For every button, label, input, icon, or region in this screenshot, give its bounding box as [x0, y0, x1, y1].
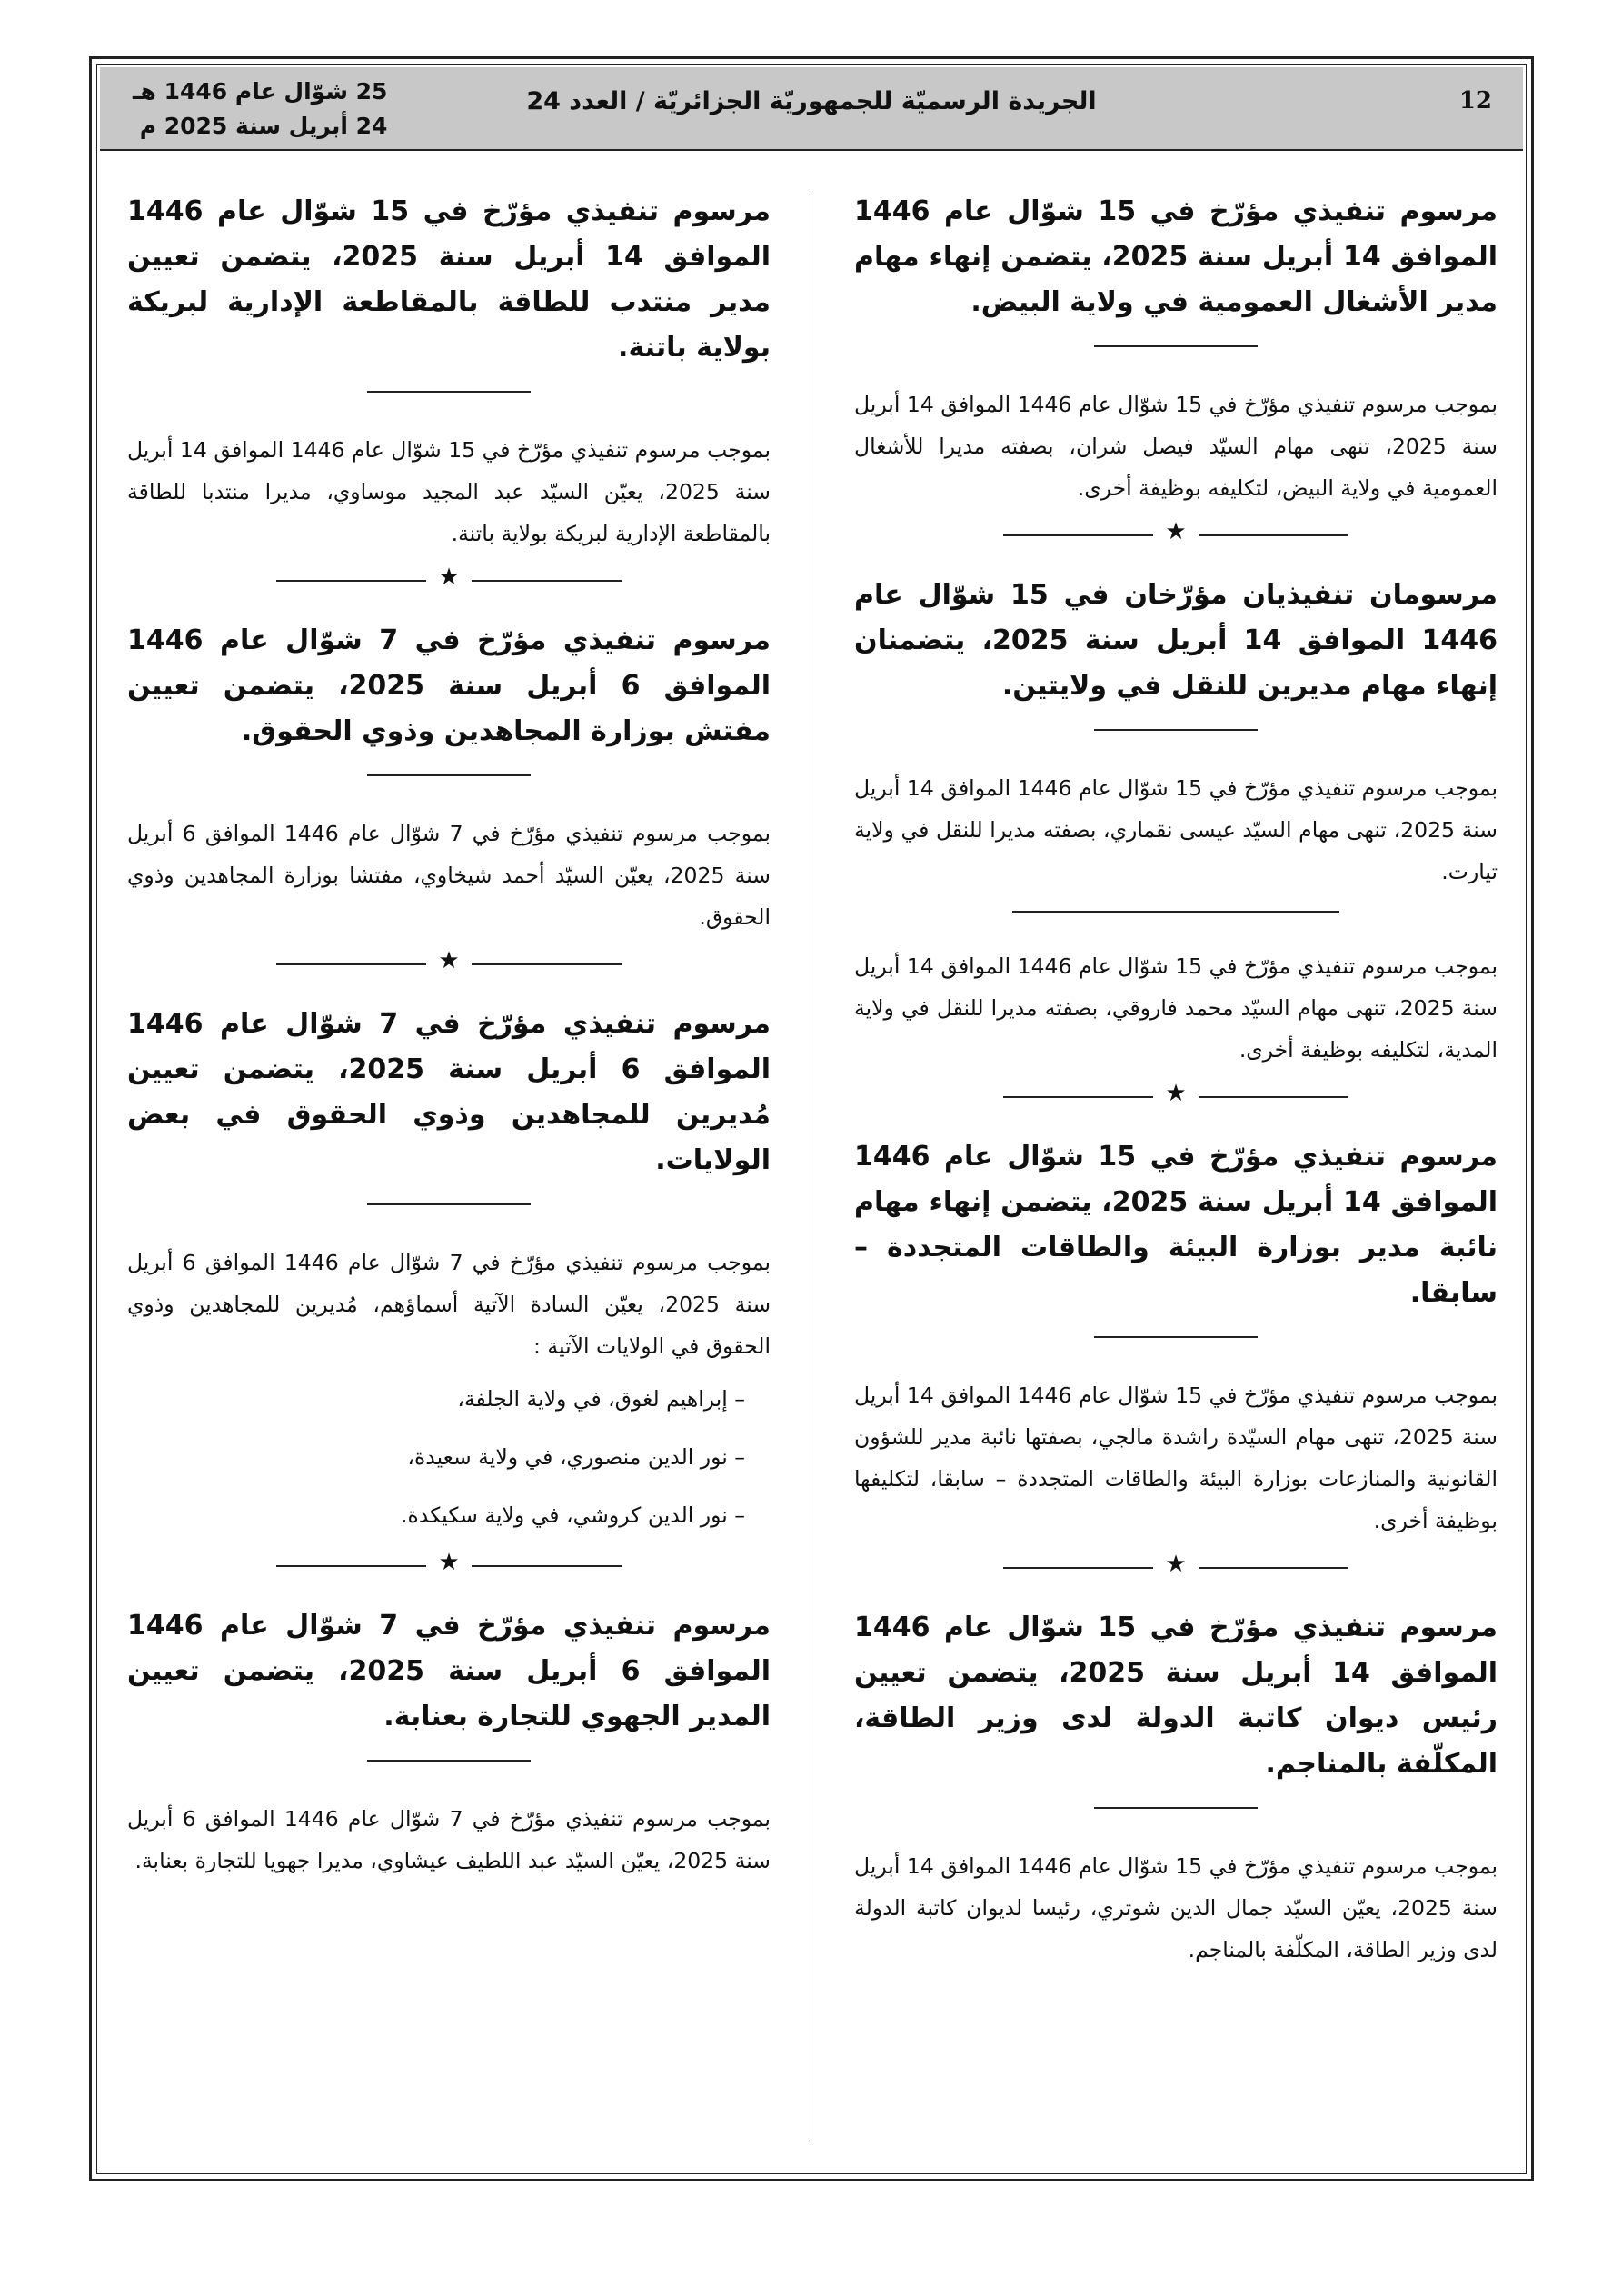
decree-paragraph: بموجب مرسوم تنفيذي مؤرّخ في 15 شوّال عام 1446 الموافق 14 أبريل سنة 2025، تنهى مهام السيّدة راشدة مالجي، بصفتها نائبة مدير للشؤون القانونية والمنازعات بوزارة البيئة والطاقات المتجددة – سابقا، لتكليفها بوظيفة أخرى. — [854, 1383, 1498, 1533]
decree-paragraph: بموجب مرسوم تنفيذي مؤرّخ في 15 شوّال عام 1446 الموافق 14 أبريل سنة 2025، يعيّن السيّد عبد المجيد موساوي، مديرا منتدبا للطاقة بالمقاطعة الإدارية لبريكة بولاية باتنة. — [127, 437, 771, 546]
title-underline — [1094, 345, 1258, 347]
right-column — [854, 189, 1498, 1976]
title-underline — [1094, 1807, 1258, 1809]
decree-title: مرسوم تنفيذي مؤرّخ في 15 شوّال عام 1446 الموافق 14 أبريل سنة 2025، يتضمن إنهاء مهام نائبة مدير بوزارة البيئة والطاقات المتجددة – سابقا. — [854, 1141, 1498, 1309]
star-icon: ★ — [1165, 518, 1187, 545]
star-icon: ★ — [438, 564, 460, 591]
title-underline — [367, 1203, 531, 1205]
decree-title: مرسوم تنفيذي مؤرّخ في 7 شوّال عام 1446 الموافق 6 أبريل سنة 2025، يتضمن تعيين مُديرين للمجاهدين وذوي الحقوق في بعض الولايات. — [127, 1008, 771, 1176]
decree-paragraph: بموجب مرسوم تنفيذي مؤرّخ في 15 شوّال عام 1446 الموافق 14 أبريل سنة 2025، تنهى مهام السيّد فيصل شران، بصفته مديرا للأشغال العمومية في ولاية البيض، لتكليفه بوظيفة أخرى. — [854, 392, 1498, 501]
list-item: – إبراهيم لغوق، في ولاية الجلفة، — [457, 1386, 745, 1412]
journal-title: الجريدة الرسميّة للجمهوريّة الجزائريّة / العدد 24 — [526, 87, 1097, 115]
title-underline — [367, 1760, 531, 1762]
decree-title: مرسوم تنفيذي مؤرّخ في 15 شوّال عام 1446 الموافق 14 أبريل سنة 2025، يتضمن تعيين مدير منتدب للطاقة بالمقاطعة الإدارية لبريكة بولاية باتنة. — [127, 195, 771, 364]
star-separator — [276, 1549, 622, 1580]
star-separator — [1003, 1551, 1348, 1582]
left-column — [127, 189, 771, 1887]
title-underline — [367, 391, 531, 393]
decree-paragraph: بموجب مرسوم تنفيذي مؤرّخ في 15 شوّال عام 1446 الموافق 14 أبريل سنة 2025، يعيّن السيّد جمال الدين شوتري، رئيسا لديوان كاتبة الدولة لدى وزير الطاقة، المكلّفة بالمناجم. — [854, 1853, 1498, 1962]
decree-paragraph: بموجب مرسوم تنفيذي مؤرّخ في 7 شوّال عام 1446 الموافق 6 أبريل سنة 2025، يعيّن السيّد أحمد شيخاوي، مفتشا بوزارة المجاهدين وذوي الحقوق. — [127, 821, 771, 930]
date-gregorian: 24 أبريل سنة 2025 م — [139, 113, 388, 139]
paragraph-divider — [1012, 911, 1339, 913]
decree-title: مرسوم تنفيذي مؤرّخ في 7 شوّال عام 1446 الموافق 6 أبريل سنة 2025، يتضمن تعيين المدير الجهوي للتجارة بعنابة. — [127, 1610, 771, 1732]
decree-paragraph: بموجب مرسوم تنفيذي مؤرّخ في 7 شوّال عام 1446 الموافق 6 أبريل سنة 2025، يعيّن السادة الآتية أسماؤهم، مُديرين للمجاهدين وذوي الحقوق في الولايات الآتية : — [127, 1250, 771, 1359]
title-underline — [1094, 1336, 1258, 1338]
page-number: 12 — [1458, 87, 1492, 115]
decree-title: مرسوم تنفيذي مؤرّخ في 15 شوّال عام 1446 الموافق 14 أبريل سنة 2025، يتضمن إنهاء مهام مدير الأشغال العمومية في ولاية البيض. — [854, 195, 1498, 318]
star-separator — [276, 947, 622, 978]
decree-paragraph: بموجب مرسوم تنفيذي مؤرّخ في 7 شوّال عام 1446 الموافق 6 أبريل سنة 2025، يعيّن السيّد عبد اللطيف عيشاوي، مديرا جهويا للتجارة بعنابة. — [127, 1806, 771, 1873]
star-icon: ★ — [438, 947, 460, 974]
issue-date — [133, 75, 387, 144]
star-icon: ★ — [1165, 1080, 1187, 1107]
star-icon: ★ — [438, 1549, 460, 1576]
date-hijri: 25 شوّال عام 1446 هـ — [133, 78, 388, 105]
star-separator — [1003, 518, 1348, 549]
list-item: – نور الدين منصوري، في ولاية سعيدة، — [407, 1444, 745, 1470]
decree-title: مرسوم تنفيذي مؤرّخ في 7 شوّال عام 1446 الموافق 6 أبريل سنة 2025، يتضمن تعيين مفتش بوزارة المجاهدين وذوي الحقوق. — [127, 624, 771, 747]
decree-title: مرسوم تنفيذي مؤرّخ في 15 شوّال عام 1446 الموافق 14 أبريل سنة 2025، يتضمن تعيين رئيس ديوان كاتبة الدولة لدى وزير الطاقة، المكلّفة بالمناجم. — [854, 1612, 1498, 1780]
star-separator — [1003, 1080, 1348, 1111]
title-underline — [367, 774, 531, 776]
star-separator — [276, 564, 622, 594]
decree-paragraph: بموجب مرسوم تنفيذي مؤرّخ في 15 شوّال عام 1446 الموافق 14 أبريل سنة 2025، تنهى مهام السيّد عيسى نقماري، بصفته مديرا للنقل في ولاية تيارت. — [854, 775, 1498, 884]
list-item: – نور الدين كروشي، في ولاية سكيكدة. — [401, 1502, 745, 1528]
page-header — [100, 67, 1523, 151]
decree-title: مرسومان تنفيذيان مؤرّخان في 15 شوّال عام 1446 الموافق 14 أبريل سنة 2025، يتضمنان إنهاء مهام مديرين للنقل في ولايتين. — [854, 579, 1498, 702]
title-underline — [1094, 729, 1258, 731]
star-icon: ★ — [1165, 1551, 1187, 1578]
decree-paragraph: بموجب مرسوم تنفيذي مؤرّخ في 15 شوّال عام 1446 الموافق 14 أبريل سنة 2025، تنهى مهام السيّد محمد فاروقي، بصفته مديرا للنقل في ولاية المدية، لتكليفه بوظيفة أخرى. — [854, 953, 1498, 1063]
